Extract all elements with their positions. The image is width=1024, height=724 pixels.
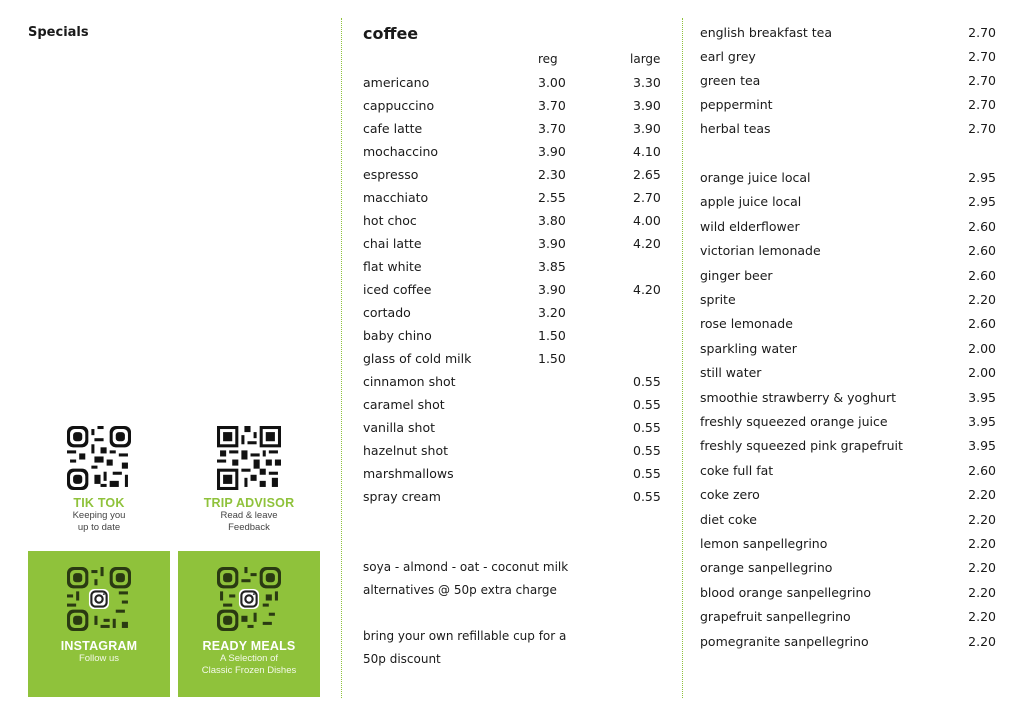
- qr-code-icon: [217, 426, 281, 490]
- large-price: 4.10: [633, 144, 661, 159]
- menu-item: [363, 282, 663, 300]
- menu-item: [363, 121, 663, 139]
- large-price: 0.55: [633, 420, 661, 435]
- card-subtitle: Feedback: [228, 522, 270, 533]
- item-price: 2.60: [968, 462, 996, 478]
- menu-item: [700, 170, 1000, 188]
- note-line: bring your own refillable cup for a: [363, 629, 567, 643]
- item-price: 2.60: [968, 218, 996, 234]
- item-price: 2.20: [968, 487, 996, 503]
- menu-item: [700, 585, 1000, 603]
- menu-item: [700, 487, 1000, 505]
- item-name: apple juice local: [700, 194, 802, 210]
- menu-item: [363, 167, 663, 185]
- menu-item: [700, 73, 1000, 91]
- qr-code-icon: [67, 426, 131, 490]
- card-title: READY MEALS: [202, 639, 296, 653]
- large-column-header: large: [630, 52, 661, 66]
- item-price: 2.95: [968, 194, 996, 210]
- reg-price: 1.50: [538, 351, 566, 366]
- ready-meals-card[interactable]: [178, 551, 320, 697]
- menu-item: [700, 560, 1000, 578]
- menu-item: [700, 341, 1000, 359]
- item-price: 2.20: [968, 511, 996, 527]
- item-name: marshmallows: [363, 466, 454, 481]
- large-price: 0.55: [633, 489, 661, 504]
- menu-item: [363, 144, 663, 162]
- item-price: 2.20: [968, 536, 996, 551]
- reg-price: 3.90: [538, 144, 566, 159]
- item-price: 2.60: [968, 316, 996, 332]
- large-price: 3.90: [633, 121, 661, 136]
- reg-price: 2.55: [538, 190, 566, 205]
- item-price: 2.20: [968, 292, 996, 307]
- menu-item: [700, 512, 1000, 530]
- card-subtitle: Classic Frozen Dishes: [201, 665, 297, 676]
- card-subtitle: Keeping you: [72, 510, 126, 521]
- item-price: 2.95: [968, 170, 996, 185]
- menu-item: [700, 97, 1000, 115]
- reg-price: 3.20: [538, 305, 566, 320]
- item-name: cinnamon shot: [363, 374, 456, 389]
- note-line: 50p discount: [363, 652, 441, 666]
- item-price: 2.00: [968, 340, 996, 356]
- menu-item: [363, 98, 663, 116]
- reg-price: 3.00: [538, 75, 566, 90]
- menu-item: [363, 236, 663, 254]
- item-name: diet coke: [700, 511, 757, 527]
- item-name: cortado: [363, 305, 411, 320]
- drinks-column: [684, 0, 1024, 724]
- instagram-qr-icon: [67, 567, 131, 631]
- menu-item: [363, 190, 663, 208]
- item-name: ginger beer: [700, 267, 773, 283]
- item-price: 3.95: [968, 414, 996, 429]
- large-price: 4.20: [633, 236, 661, 251]
- menu-item: [700, 390, 1000, 408]
- menu-item: [700, 634, 1000, 652]
- menu-item: [363, 259, 663, 277]
- menu-item: [700, 438, 1000, 456]
- large-price: 2.65: [633, 167, 661, 182]
- item-name: caramel shot: [363, 397, 445, 412]
- item-price: 2.70: [968, 121, 996, 136]
- specials-column: [0, 0, 340, 724]
- item-name: hazelnut shot: [363, 443, 449, 458]
- coffee-column: [342, 0, 682, 724]
- menu-item: [700, 609, 1000, 627]
- reg-price: 3.85: [538, 259, 566, 274]
- menu-item: [363, 328, 663, 346]
- menu-item: [363, 213, 663, 231]
- item-name: herbal teas: [700, 121, 771, 136]
- large-price: 4.20: [633, 282, 661, 297]
- item-price: 2.00: [968, 365, 996, 381]
- instagram-qr-icon: [217, 567, 281, 631]
- reg-price: 3.90: [538, 236, 566, 251]
- large-price: 0.55: [633, 466, 661, 481]
- menu-item: [363, 305, 663, 323]
- menu-item: [700, 536, 1000, 554]
- item-name: coke zero: [700, 487, 760, 503]
- menu-item: [363, 374, 663, 392]
- large-price: 2.70: [633, 190, 661, 205]
- card-subtitle: A Selection of: [219, 653, 279, 664]
- item-price: 2.20: [968, 560, 996, 576]
- reg-price: 1.50: [538, 328, 566, 343]
- menu-item: [700, 194, 1000, 212]
- item-name: freshly squeezed orange juice: [700, 414, 888, 429]
- reg-price: 3.80: [538, 213, 566, 228]
- menu-item: [700, 219, 1000, 237]
- reg-column-header: reg: [538, 52, 558, 66]
- menu-item: [363, 466, 663, 484]
- item-name: chai latte: [363, 236, 422, 251]
- item-name: orange juice local: [700, 170, 811, 185]
- item-name: grapefruit sanpellegrino: [700, 609, 851, 625]
- item-price: 2.70: [968, 25, 996, 40]
- item-name: spray cream: [363, 489, 441, 504]
- card-title: TRIP ADVISOR: [203, 496, 295, 510]
- item-name: flat white: [363, 259, 422, 274]
- item-name: rose lemonade: [700, 316, 793, 332]
- menu-item: [363, 420, 663, 438]
- menu-item: [363, 351, 663, 369]
- tiktok-card[interactable]: [28, 426, 170, 534]
- card-title: TIK TOK: [73, 496, 125, 510]
- item-name: coke full fat: [700, 462, 774, 478]
- refillable-cup-note: [363, 625, 663, 671]
- large-price: 0.55: [633, 374, 661, 389]
- menu-item: [700, 316, 1000, 334]
- item-price: 2.70: [968, 97, 996, 112]
- item-price: 2.60: [968, 243, 996, 259]
- menu-item: [700, 49, 1000, 67]
- instagram-card[interactable]: [28, 551, 170, 697]
- menu-item: [363, 397, 663, 415]
- item-name: cafe latte: [363, 121, 423, 136]
- note-line: soya - almond - oat - coconut milk: [363, 560, 569, 574]
- item-name: wild elderflower: [700, 218, 800, 234]
- menu-item: [700, 463, 1000, 481]
- large-price: 4.00: [633, 213, 661, 228]
- large-price: 0.55: [633, 443, 661, 458]
- item-name: english breakfast tea: [700, 25, 832, 40]
- large-price: 3.30: [633, 75, 661, 90]
- menu-item: [363, 75, 663, 93]
- specials-title: Specials: [28, 25, 89, 40]
- item-name: still water: [700, 365, 762, 381]
- card-subtitle: up to date: [77, 522, 121, 533]
- item-price: 2.60: [968, 267, 996, 283]
- item-name: glass of cold milk: [363, 351, 472, 366]
- item-name: vanilla shot: [363, 420, 436, 435]
- item-name: freshly squeezed pink grapefruit: [700, 438, 903, 454]
- note-line: alternatives @ 50p extra charge: [363, 583, 557, 597]
- menu-item: [700, 25, 1000, 43]
- item-price: 2.20: [968, 584, 996, 600]
- column-divider: [682, 18, 683, 698]
- item-price: 2.20: [968, 609, 996, 625]
- item-name: espresso: [363, 167, 419, 182]
- item-name: cappuccino: [363, 98, 435, 113]
- large-price: 0.55: [633, 397, 661, 412]
- item-price: 2.20: [968, 633, 996, 649]
- coffee-title: coffee: [363, 24, 419, 43]
- item-name: blood orange sanpellegrino: [700, 584, 872, 600]
- item-name: mochaccino: [363, 144, 439, 159]
- card-subtitle: Read & leave: [220, 510, 278, 521]
- menu-item: [363, 489, 663, 507]
- item-name: orange sanpellegrino: [700, 560, 833, 576]
- menu-item: [700, 365, 1000, 383]
- large-price: 3.90: [633, 98, 661, 113]
- item-price: 2.70: [968, 49, 996, 64]
- menu-item: [700, 414, 1000, 432]
- menu-item: [363, 443, 663, 461]
- reg-price: 3.90: [538, 282, 566, 297]
- reg-price: 3.70: [538, 98, 566, 113]
- menu-item: [700, 268, 1000, 286]
- menu-item: [700, 121, 1000, 139]
- card-title: INSTAGRAM: [60, 639, 138, 653]
- item-name: sparkling water: [700, 340, 797, 356]
- trip-advisor-card[interactable]: [178, 426, 320, 534]
- item-price: 3.95: [968, 438, 996, 454]
- item-name: sprite: [700, 292, 736, 307]
- item-name: green tea: [700, 73, 761, 88]
- item-name: smoothie strawberry & yoghurt: [700, 389, 897, 405]
- reg-price: 3.70: [538, 121, 566, 136]
- item-name: peppermint: [700, 97, 773, 112]
- item-name: baby chino: [363, 328, 432, 343]
- menu-item: [700, 292, 1000, 310]
- item-name: pomegranite sanpellegrino: [700, 633, 869, 649]
- reg-price: 2.30: [538, 167, 566, 182]
- card-subtitle: Follow us: [78, 653, 120, 664]
- item-name: americano: [363, 75, 430, 90]
- item-price: 3.95: [968, 389, 996, 405]
- milk-alternatives-note: [363, 556, 663, 602]
- item-name: earl grey: [700, 49, 756, 64]
- item-name: lemon sanpellegrino: [700, 536, 828, 551]
- item-name: iced coffee: [363, 282, 432, 297]
- item-price: 2.70: [968, 73, 996, 88]
- item-name: victorian lemonade: [700, 243, 821, 259]
- item-name: hot choc: [363, 213, 417, 228]
- item-name: macchiato: [363, 190, 429, 205]
- menu-item: [700, 243, 1000, 261]
